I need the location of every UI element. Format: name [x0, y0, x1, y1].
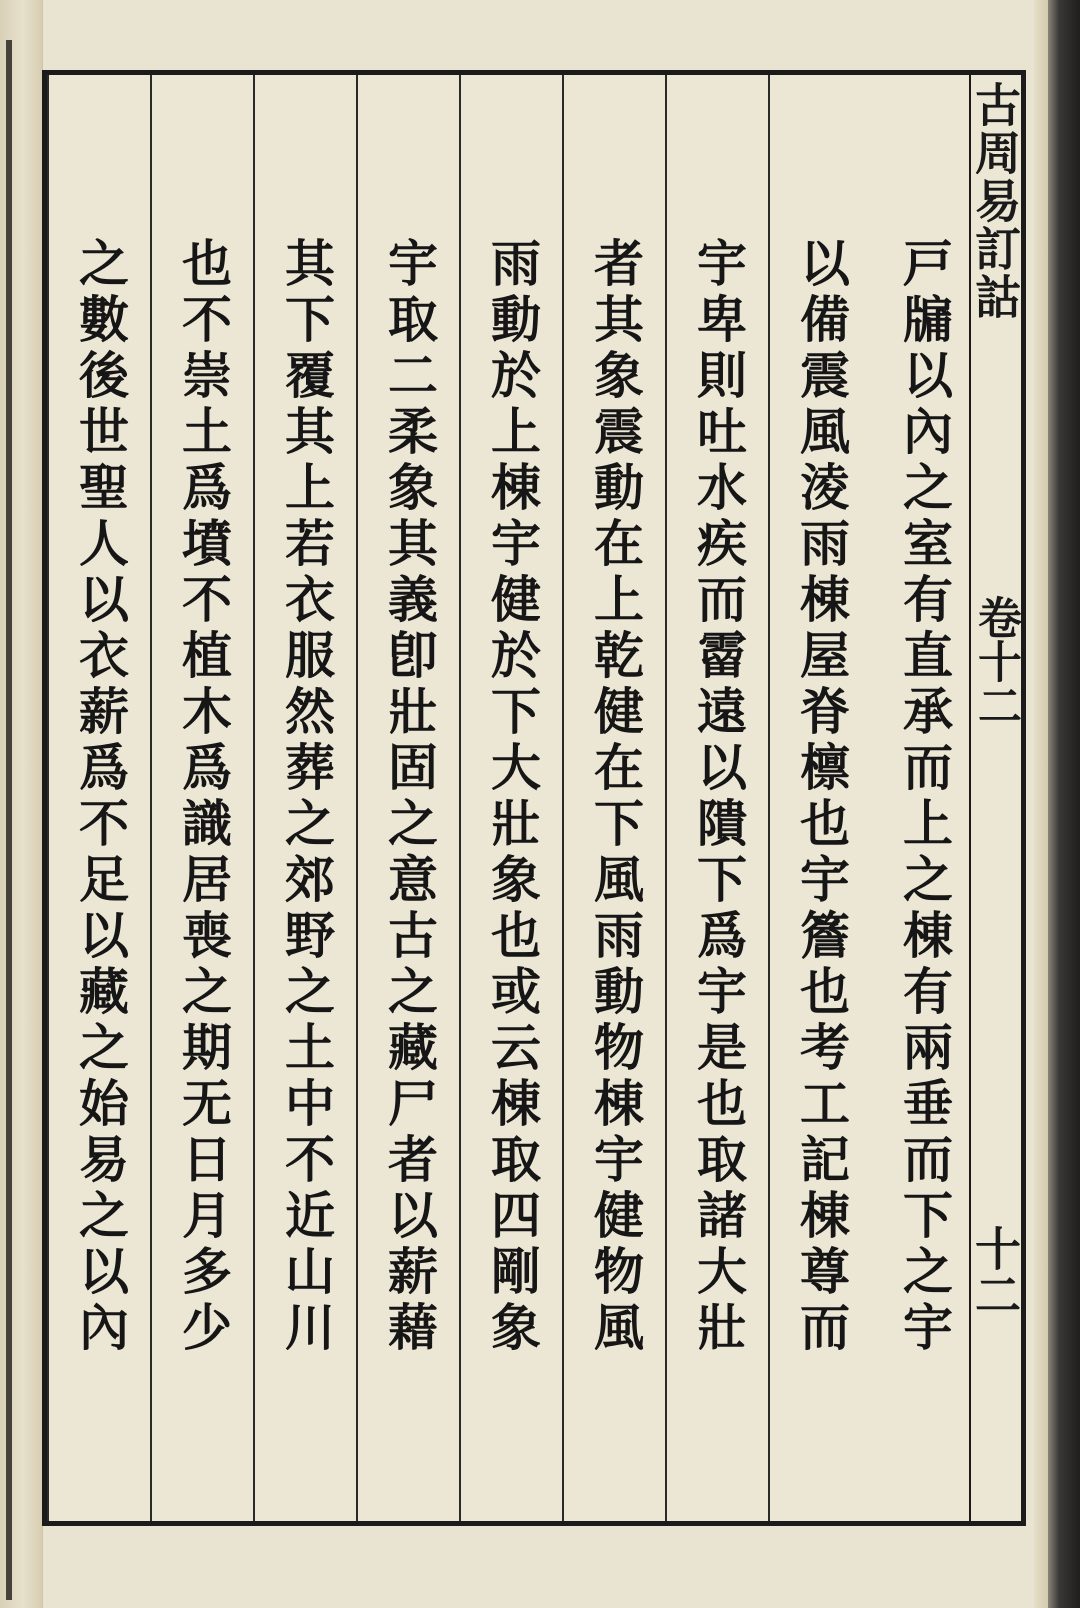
- page-edge-sheet: [1034, 0, 1048, 1608]
- column-text: 也不崇土爲墳不植木爲識居喪之期无日月多少: [174, 237, 233, 1357]
- text-columns: [47, 75, 974, 1521]
- column-text: 以備震風淩雨棟屋脊檩也宇簷也考工記棟尊而: [792, 237, 851, 1357]
- text-column: [562, 75, 665, 1521]
- text-column: [150, 75, 253, 1521]
- text-column: [871, 75, 974, 1521]
- column-text: 宇取二柔象其義卽壯固之意古之藏尸者以薪藉: [380, 237, 439, 1357]
- page-number: 十二: [968, 1225, 1022, 1317]
- column-text: 之數後世聖人以衣薪爲不足以藏之始易之以內: [71, 237, 130, 1357]
- text-column: [459, 75, 562, 1521]
- page-edge-shadow: [1048, 0, 1080, 1608]
- book-gutter: [0, 0, 43, 1608]
- printed-frame: [42, 70, 1026, 1526]
- column-text: 其下覆其上若衣服然葬之郊野之土中不近山川: [277, 237, 336, 1357]
- text-column: [665, 75, 768, 1521]
- text-column: [253, 75, 356, 1521]
- column-text: 戸牖以內之室有直承而上之棟有兩垂而下之宇: [895, 237, 954, 1357]
- column-text: 雨動於上棟宇健於下大壯象也或云棟取四剛象: [483, 237, 542, 1357]
- block-center-margin: [969, 75, 1021, 1521]
- text-column: [768, 75, 871, 1521]
- volume-label: 卷十二: [970, 595, 1021, 727]
- text-column: [47, 75, 150, 1521]
- column-text: 者其象震動在上乾健在下風雨動物棟宇健物風: [586, 237, 645, 1357]
- column-text: 宇卑則吐水疾而霤遠以隤下爲宇是也取諸大壯: [689, 237, 748, 1357]
- book-title: 古周易訂詁: [968, 81, 1022, 321]
- text-column: [356, 75, 459, 1521]
- binding-line: [6, 40, 12, 1600]
